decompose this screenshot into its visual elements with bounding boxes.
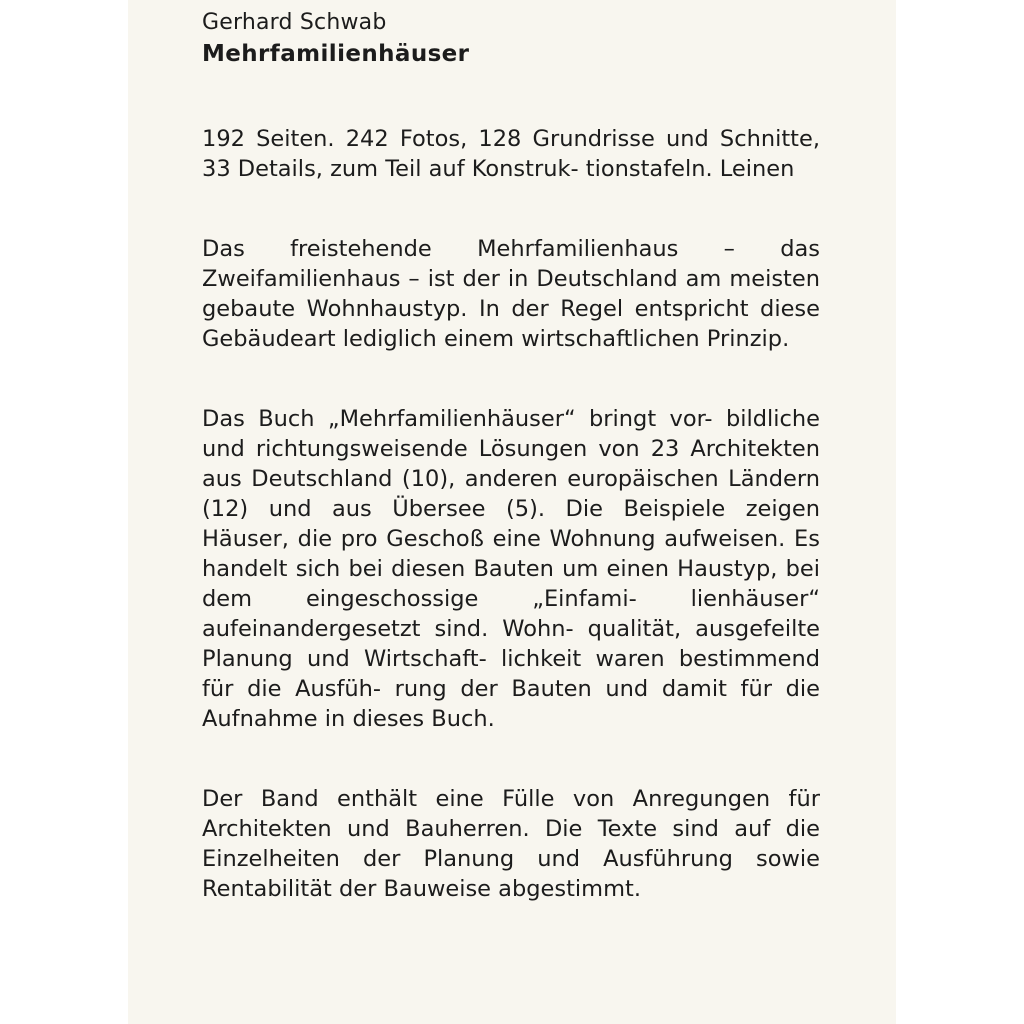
paragraph-intro: Das freistehende Mehrfamilienhaus – das Zweifamilienhaus – ist der in Deutschland am meisten gebaute Wohnhaustyp. In der Regel entspricht diese Gebäudeart lediglich einem wirtschaftlichen Prinzip. — [202, 236, 820, 352]
book-page — [128, 0, 896, 1024]
paragraph-book-description: Das Buch „Mehrfamilienhäuser“ bringt vor- bildliche und richtungsweisende Lösungen von 23 Architekten aus Deutschland (10), anderen europäischen Ländern (12) und aus Übersee (5). Die Beispiele zeigen Häuser, die pro Geschoß eine Wohnung aufweisen. Es handelt sich bei diesen Bauten um einen Haustyp, bei dem eingeschossige „Einfami- lienhäuser“ aufeinandergesetzt sind. Wohn- qualität, ausgefeilte Planung und Wirtschaft- lichkeit waren bestimmend für die Ausfüh- rung der Bauten und damit für die Aufnahme in dieses Buch. — [202, 406, 820, 732]
page-content — [202, 8, 820, 904]
paragraph-summary: Der Band enthält eine Fülle von Anregungen für Architekten und Bauherren. Die Texte sind auf die Einzelheiten der Planung und Ausführung sowie Rentabilität der Bauweise abgestimmt. — [202, 786, 820, 902]
book-title: Mehrfamilienhäuser — [202, 41, 470, 67]
author-name: Gerhard Schwab — [202, 10, 387, 35]
right-margin — [896, 0, 1024, 1024]
paragraph-specs: 192 Seiten. 242 Fotos, 128 Grundrisse und Schnitte, 33 Details, zum Teil auf Konstruk- tionstafeln. Leinen — [202, 126, 820, 182]
left-margin — [0, 0, 128, 1024]
